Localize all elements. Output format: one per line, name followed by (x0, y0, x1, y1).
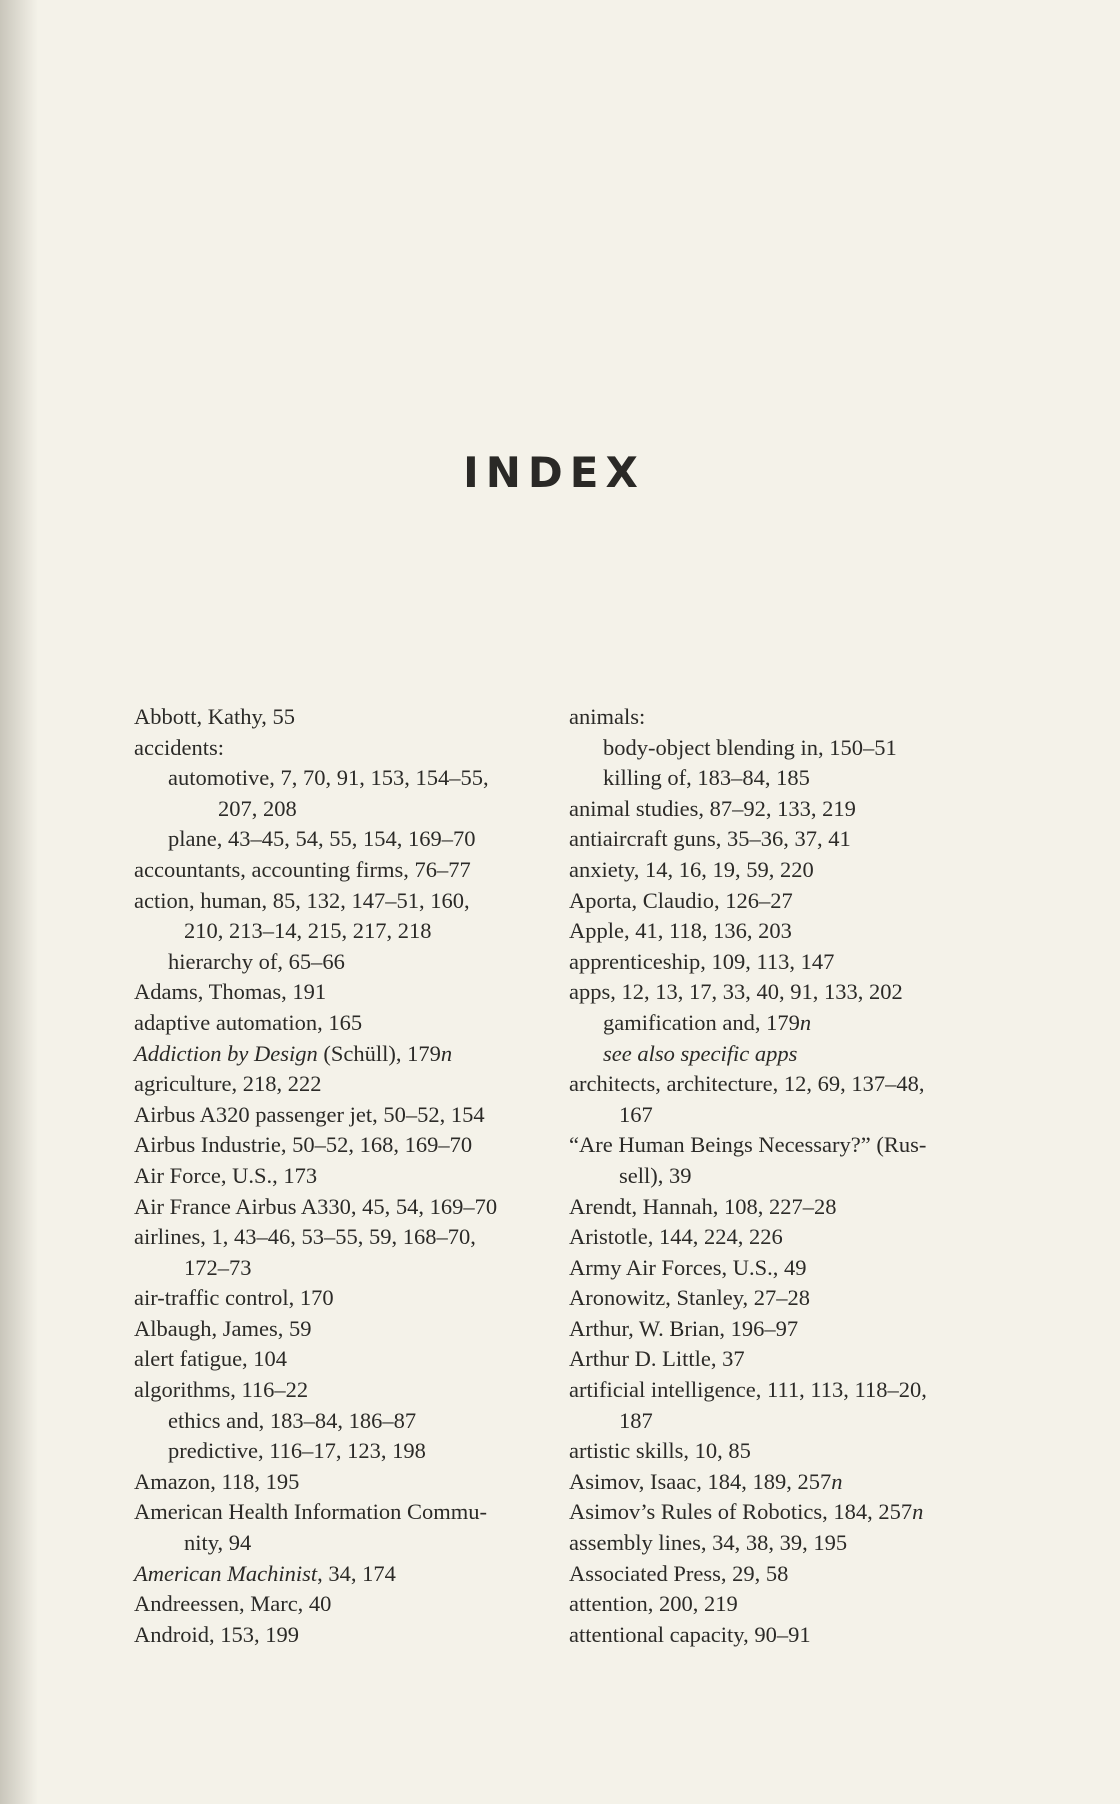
index-entry-line: airlines, 1, 43–46, 53–55, 59, 168–70, (134, 1224, 476, 1250)
index-entry-line: Asimov, Isaac, 184, 189, 257n (569, 1468, 843, 1494)
index-entry-line: sell), 39 (619, 1162, 692, 1188)
index-entry-line: apprenticeship, 109, 113, 147 (569, 948, 835, 974)
index-entry (134, 733, 554, 764)
index-entry-line: killing of, 183–84, 185 (603, 765, 810, 791)
index-entry (134, 1589, 554, 1620)
index-entry-line: Arthur D. Little, 37 (569, 1346, 745, 1372)
index-entry (569, 886, 989, 917)
index-entry (134, 1375, 554, 1406)
index-entry-line: Aronowitz, Stanley, 27–28 (569, 1285, 811, 1311)
index-entry-line: 207, 208 (218, 795, 297, 821)
index-entry (569, 855, 989, 886)
index-entry (569, 794, 989, 825)
index-entry-line: gamification and, 179n (603, 1009, 812, 1035)
index-entry-line: Asimov’s Rules of Robotics, 184, 257n (569, 1499, 924, 1525)
index-entry (134, 886, 554, 947)
index-entry-line: 172–73 (184, 1254, 252, 1280)
index-entry (569, 1375, 989, 1436)
index-entry (134, 1130, 554, 1161)
index-entry (569, 916, 989, 947)
index-entry-line: body-object blending in, 150–51 (603, 734, 897, 760)
index-entry (569, 1314, 989, 1345)
index-entry-line: 167 (619, 1101, 653, 1127)
index-entry-line: Arthur, W. Brian, 196–97 (569, 1315, 799, 1341)
index-entry (569, 1069, 989, 1130)
index-entry-line: see also specific apps (603, 1040, 798, 1066)
index-entry (134, 1344, 554, 1375)
index-entry-line: Airbus Industrie, 50–52, 168, 169–70 (134, 1132, 473, 1158)
index-entry (134, 1161, 554, 1192)
index-entry-line: “Are Human Beings Necessary?” (Rus- (569, 1132, 927, 1158)
index-subentry (134, 947, 554, 978)
index-entry-line: Aporta, Claudio, 126–27 (569, 887, 793, 913)
index-entry-line: nity, 94 (184, 1530, 252, 1556)
index-entry (569, 1497, 989, 1528)
index-entry (134, 1283, 554, 1314)
index-subentry (134, 1436, 554, 1467)
index-entry-line: Air Force, U.S., 173 (134, 1162, 318, 1188)
index-entry-line: Apple, 41, 118, 136, 203 (569, 918, 792, 944)
index-entry-line: hierarchy of, 65–66 (168, 948, 345, 974)
index-entry (569, 824, 989, 855)
index-entry-line: Abbott, Kathy, 55 (134, 704, 296, 729)
index-subentry (134, 1406, 554, 1437)
index-entry (134, 1497, 554, 1558)
index-entry-line: animals: (569, 704, 646, 729)
index-entry (134, 977, 554, 1008)
index-entry (134, 1467, 554, 1498)
index-entry (134, 702, 554, 733)
index-entry-line: Arendt, Hannah, 108, 227–28 (569, 1193, 837, 1219)
index-entry (134, 1620, 554, 1651)
index-entry (569, 1253, 989, 1284)
index-entry-line: 187 (619, 1407, 653, 1433)
index-entry-line: accountants, accounting firms, 76–77 (134, 856, 471, 882)
index-entry-line: accidents: (134, 734, 224, 760)
index-entry-line: Air France Airbus A330, 45, 54, 169–70 (134, 1193, 498, 1219)
index-subentry (569, 763, 989, 794)
index-entry (569, 702, 989, 733)
index-entry-line: artificial intelligence, 111, 113, 118–20, (569, 1377, 927, 1403)
page-title: INDEX (463, 448, 645, 497)
index-entry (569, 1559, 989, 1590)
index-entry (569, 1467, 989, 1498)
index-entry (134, 1192, 554, 1223)
index-entry-line: predictive, 116–17, 123, 198 (168, 1438, 426, 1464)
index-subentry (134, 763, 554, 824)
index-entry-line: air-traffic control, 170 (134, 1285, 334, 1311)
index-entry (569, 1589, 989, 1620)
index-entry-line: algorithms, 116–22 (134, 1377, 309, 1403)
index-entry (134, 1559, 554, 1590)
index-entry (134, 855, 554, 886)
index-entry-line: American Health Information Commu- (134, 1499, 488, 1525)
index-entry-line: Associated Press, 29, 58 (569, 1560, 789, 1586)
index-entry-line: American Machinist, 34, 174 (134, 1560, 396, 1586)
index-entry (569, 1436, 989, 1467)
index-entry (569, 1344, 989, 1375)
index-entry (569, 947, 989, 978)
index-entry-line: Army Air Forces, U.S., 49 (569, 1254, 807, 1280)
index-entry-line: Adams, Thomas, 191 (134, 979, 327, 1005)
index-entry-line: Android, 153, 199 (134, 1621, 299, 1647)
index-entry-line: Andreessen, Marc, 40 (134, 1591, 332, 1617)
index-entry (569, 1222, 989, 1253)
index-entry-line: Airbus A320 passenger jet, 50–52, 154 (134, 1101, 485, 1127)
index-subentry (569, 1039, 989, 1070)
index-subentry (569, 1008, 989, 1039)
index-entry-line: antiaircraft guns, 35–36, 37, 41 (569, 826, 851, 852)
index-entry (134, 1100, 554, 1131)
index-entry (134, 1314, 554, 1345)
index-entry-line: assembly lines, 34, 38, 39, 195 (569, 1530, 848, 1556)
index-entry (134, 1008, 554, 1039)
index-entry (569, 1130, 989, 1191)
index-column-left (134, 702, 554, 1650)
index-entry (569, 1192, 989, 1223)
index-entry (134, 1039, 554, 1070)
index-entry-line: alert fatigue, 104 (134, 1346, 288, 1372)
index-entry-line: agriculture, 218, 222 (134, 1071, 322, 1097)
index-entry-line: automotive, 7, 70, 91, 153, 154–55, (168, 765, 489, 791)
index-entry-line: ethics and, 183–84, 186–87 (168, 1407, 417, 1433)
index-entry-line: architects, architecture, 12, 69, 137–48, (569, 1071, 925, 1097)
index-entry-line: artistic skills, 10, 85 (569, 1438, 751, 1464)
index-entry (569, 1528, 989, 1559)
index-entry-line: apps, 12, 13, 17, 33, 40, 91, 133, 202 (569, 979, 903, 1005)
index-entry (569, 1283, 989, 1314)
index-entry-line: animal studies, 87–92, 133, 219 (569, 795, 856, 821)
index-subentry (569, 733, 989, 764)
index-entry-line: attention, 200, 219 (569, 1591, 738, 1617)
index-entry-line: Amazon, 118, 195 (134, 1468, 300, 1494)
index-entry-line: adaptive automation, 165 (134, 1009, 363, 1035)
index-entry-line: plane, 43–45, 54, 55, 154, 169–70 (168, 826, 476, 852)
index-entry-line: Albaugh, James, 59 (134, 1315, 312, 1341)
index-entry-line: action, human, 85, 132, 147–51, 160, (134, 887, 470, 913)
index-entry-line: anxiety, 14, 16, 19, 59, 220 (569, 856, 814, 882)
index-entry-line: attentional capacity, 90–91 (569, 1621, 811, 1647)
index-entry (134, 1222, 554, 1283)
index-subentry (134, 824, 554, 855)
index-entry-line: Aristotle, 144, 224, 226 (569, 1224, 783, 1250)
page-edge-shadow (0, 0, 38, 1804)
index-column-right (569, 702, 989, 1650)
index-entry-line: 210, 213–14, 215, 217, 218 (184, 918, 432, 944)
index-entry-line: Addiction by Design (Schüll), 179n (134, 1040, 453, 1066)
index-entry (569, 1620, 989, 1651)
index-entry (134, 1069, 554, 1100)
index-entry (569, 977, 989, 1008)
